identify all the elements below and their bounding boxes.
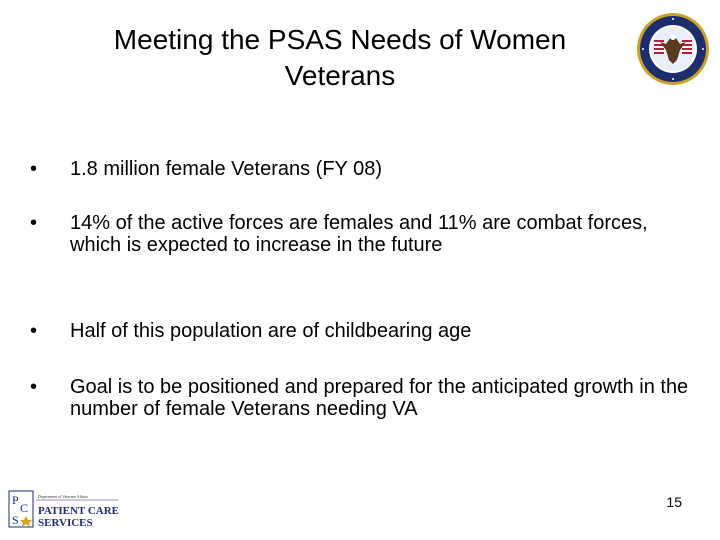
svg-text:S: S bbox=[12, 513, 19, 527]
bullet-item bbox=[30, 158, 690, 180]
slide-title bbox=[60, 22, 620, 94]
bullet-item bbox=[30, 320, 690, 342]
bullet-text: Half of this population are of childbearing age bbox=[70, 320, 472, 342]
bullet-text: Goal is to be positioned and prepared for the anticipated growth in the number of female Veterans needing VA bbox=[70, 376, 689, 420]
slide-title-line-1: Meeting the PSAS Needs of Women bbox=[113, 24, 567, 55]
logo-line-2: SERVICES bbox=[38, 517, 93, 529]
bullet-text: 1.8 million female Veterans (FY 08) bbox=[70, 158, 383, 180]
logo-department-line: Department of Veterans Affairs bbox=[38, 494, 88, 499]
va-seal-icon bbox=[636, 12, 710, 86]
patient-care-services-logo bbox=[8, 490, 120, 530]
bullet-dot: • bbox=[30, 212, 38, 234]
slide-title-line-2: Veterans bbox=[284, 60, 396, 91]
svg-text:P: P bbox=[12, 493, 19, 507]
svg-text:C: C bbox=[20, 501, 29, 515]
page-number: 15 bbox=[666, 494, 682, 510]
bullet-item bbox=[30, 212, 690, 256]
bullet-dot: • bbox=[30, 320, 38, 342]
logo-line-1: PATIENT CARE bbox=[38, 505, 119, 517]
bullet-dot: • bbox=[30, 376, 38, 398]
bullet-item bbox=[30, 376, 690, 420]
bullet-text: 14% of the active forces are females and 11% are combat forces, which is expected to increase in the future bbox=[70, 212, 648, 256]
bullet-dot: • bbox=[30, 158, 38, 180]
